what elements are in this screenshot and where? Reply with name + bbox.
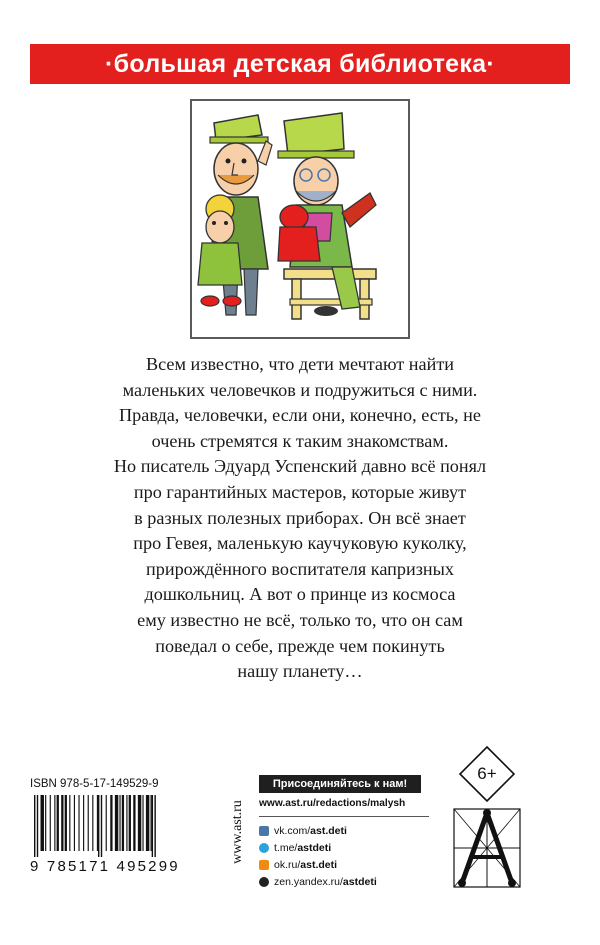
barcode-bar xyxy=(138,795,141,851)
vk-icon xyxy=(259,826,269,836)
social-handle: astdeti xyxy=(342,875,377,888)
blurb-line: Всем известно, что дети мечтают найти xyxy=(145,354,455,374)
barcode-guard-bar xyxy=(154,795,155,857)
barcode-bar xyxy=(119,795,120,851)
social-handle: ast.deti xyxy=(300,858,338,871)
barcode-guard-bar xyxy=(34,795,35,857)
blurb-line: Но писатель Эдуард Успенский давно всё понял xyxy=(113,456,487,477)
social-link-zen[interactable] xyxy=(259,873,377,890)
zen-icon xyxy=(259,877,269,887)
blurb-line: в разных полезных приборах. Он всё знает xyxy=(134,507,466,528)
telegram-icon xyxy=(259,843,269,853)
cover-illustration xyxy=(190,99,410,339)
barcode-bar xyxy=(92,795,93,851)
barcode-guard-bar xyxy=(101,795,102,857)
social-prefix: vk.com/ xyxy=(274,824,311,837)
barcode-bar xyxy=(41,795,44,851)
blurb-line: нашу планету… xyxy=(237,661,363,682)
social-prefix: ok.ru/ xyxy=(274,858,301,871)
barcode-bar xyxy=(50,795,51,851)
barcode-digits: 9 785171 495299 xyxy=(30,858,180,875)
blurb-line: очень стремятся к таким знакомствам. xyxy=(151,430,449,451)
barcode-bar xyxy=(126,795,127,851)
barcode-bar xyxy=(57,795,59,851)
barcode-bar xyxy=(88,795,89,851)
barcode-bar xyxy=(74,795,75,851)
join-us-banner: Присоединяйтесь к нам! xyxy=(259,775,421,793)
barcode-bar xyxy=(106,795,107,851)
age-rating-badge xyxy=(458,745,516,803)
barcode-bar xyxy=(129,795,131,851)
blurb-line: маленьких человечков и подружиться с ними. xyxy=(122,379,478,400)
ast-logo-icon xyxy=(448,805,528,893)
social-link-vk[interactable] xyxy=(259,822,377,839)
blurb-line: дошкольниц. А вот о принце из космоса xyxy=(144,584,456,605)
barcode-bar xyxy=(151,795,152,851)
social-prefix: zen.yandex.ru/ xyxy=(274,875,343,888)
social-link-odnoklassniki[interactable] xyxy=(259,856,377,873)
barcode-bar xyxy=(122,795,124,851)
barcode-guard-bar xyxy=(152,795,153,857)
publisher-site-vertical: www.ast.ru xyxy=(230,800,245,864)
blurb-line: про Гевея, маленькую каучуковую куколку, xyxy=(133,533,467,554)
social-link-telegram[interactable] xyxy=(259,839,377,856)
blurb-line: прирождённого воспитателя капризных xyxy=(146,558,454,579)
barcode-bar xyxy=(110,795,112,851)
barcode-bar xyxy=(69,795,70,851)
barcode-bar xyxy=(61,795,63,851)
blurb-line: Правда, человечки, если они, конечно, есть, не xyxy=(119,405,481,426)
barcode-bar xyxy=(83,795,84,851)
publisher-url[interactable]: www.ast.ru/redactions/malysh xyxy=(259,798,406,809)
barcode-guard-bar xyxy=(37,795,38,857)
illustration-art xyxy=(192,101,408,337)
barcode-bar xyxy=(97,795,98,851)
barcode-bar xyxy=(115,795,118,851)
barcode-bar xyxy=(54,795,55,851)
isbn-label: ISBN 978-5-17-149529-9 xyxy=(30,778,159,790)
series-title-bar: ·большая детская библиотека· xyxy=(30,44,570,84)
barcode-bar xyxy=(65,795,67,851)
divider xyxy=(259,816,429,817)
social-links xyxy=(259,822,377,890)
barcode-bar xyxy=(146,795,149,851)
odnoklassniki-icon xyxy=(259,860,269,870)
age-rating-text: 6+ xyxy=(477,764,497,783)
social-handle: astdeti xyxy=(297,841,332,854)
barcode-bar xyxy=(78,795,79,851)
barcode-bar xyxy=(133,795,135,851)
barcode-bar xyxy=(45,795,46,851)
barcode-guard-bar xyxy=(98,795,99,857)
barcode xyxy=(30,795,200,857)
social-prefix: t.me/ xyxy=(274,841,298,854)
book-blurb xyxy=(60,352,540,685)
barcode-bar xyxy=(142,795,143,851)
social-handle: ast.deti xyxy=(310,824,347,837)
blurb-line: поведал о себе, прежде чем покинуть xyxy=(155,635,445,656)
blurb-line: ему известно не всё, только то, что он сам xyxy=(137,609,463,630)
blurb-line: про гарантийных мастеров, которые живут xyxy=(133,481,467,502)
